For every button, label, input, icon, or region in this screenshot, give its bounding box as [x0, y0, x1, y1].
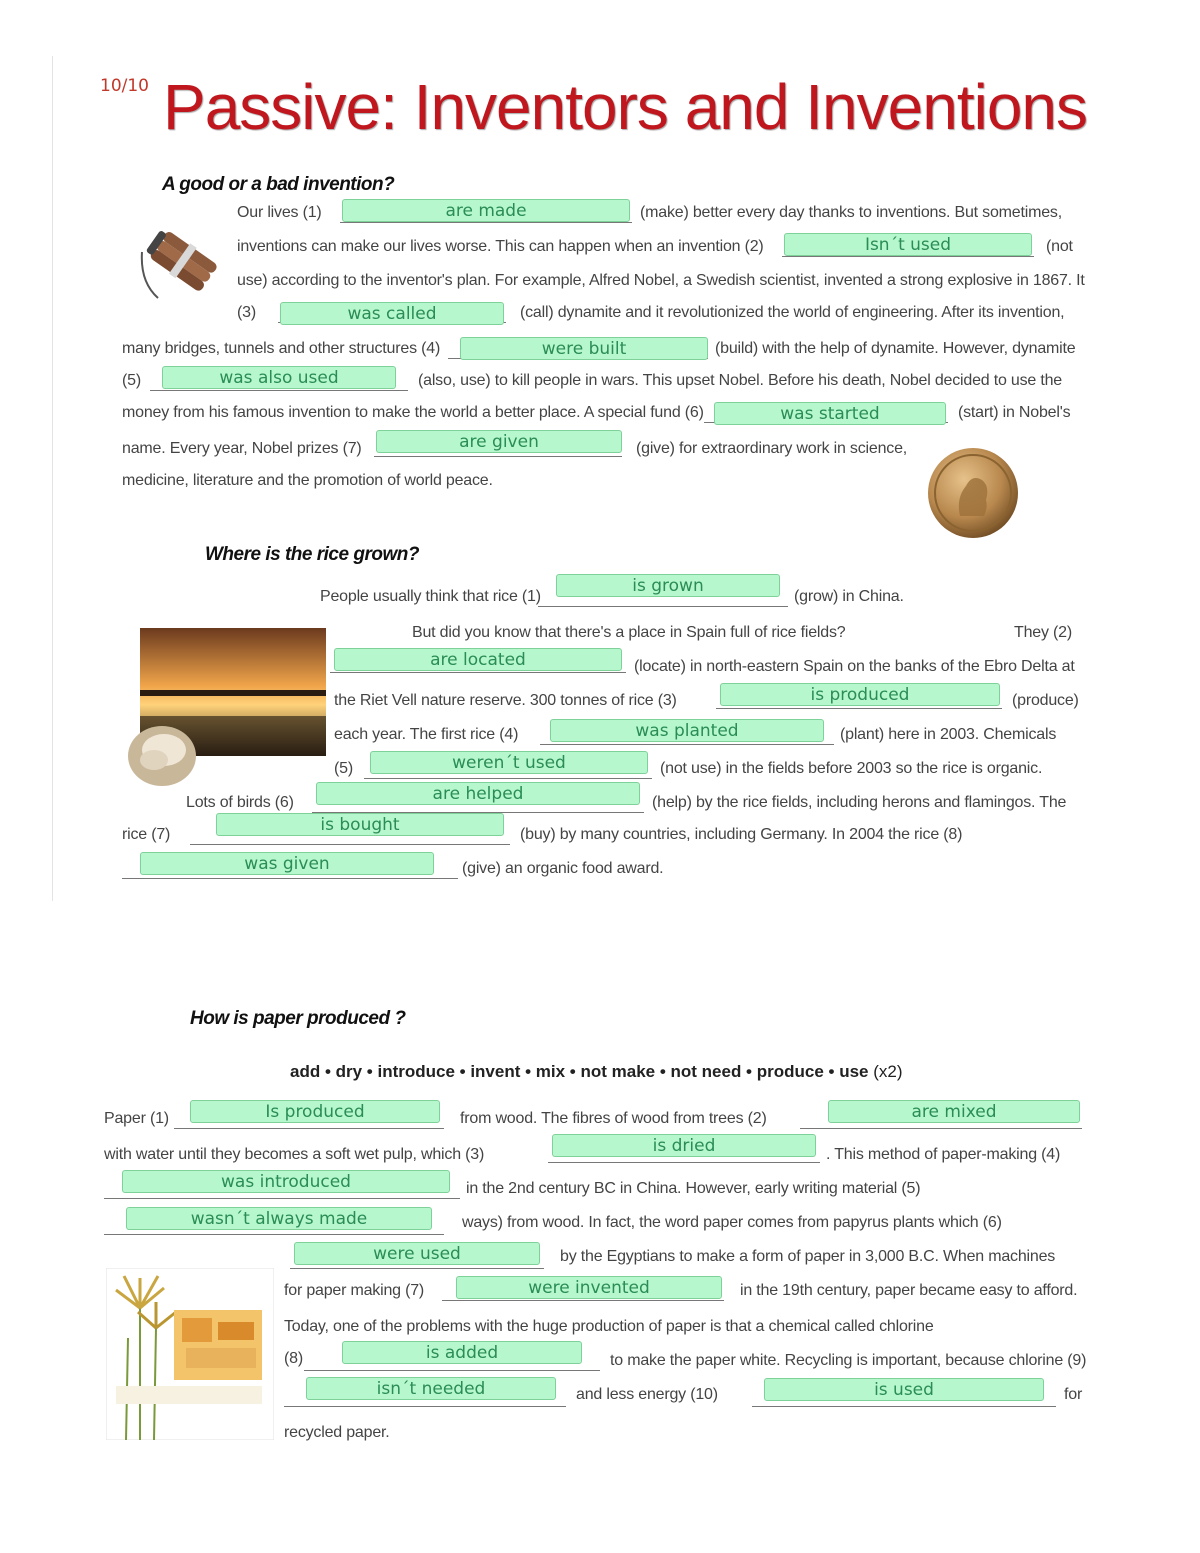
- s2-line-2b: They (2): [1014, 624, 1072, 641]
- word-bank-note: (x2): [873, 1062, 903, 1081]
- s1-line-1a: Our lives (1): [237, 204, 322, 221]
- s1-answer-1[interactable]: are made: [342, 199, 630, 222]
- s2-line-4a: the Riet Vell nature reserve. 300 tonnes of rice (3): [334, 692, 677, 709]
- s3-line-10: recycled paper.: [284, 1424, 390, 1441]
- s3-line-1b: from wood. The fibres of wood from trees (2): [460, 1110, 767, 1127]
- papyrus-plant-photo: [106, 1268, 274, 1440]
- s3-line-5: by the Egyptians to make a form of paper in 3,000 B.C. When machines: [560, 1248, 1056, 1265]
- s3-answer-7[interactable]: were invented: [456, 1276, 722, 1299]
- s3-line-2b: . This method of paper-making (4): [826, 1146, 1061, 1163]
- s3-line-2a: with water until they becomes a soft wet pulp, which (3): [104, 1146, 485, 1163]
- s2-line-5b: (plant) here in 2003. Chemicals: [840, 726, 1057, 743]
- s1-line-4a: (3): [237, 304, 256, 321]
- s1-line-1b: (make) better every day thanks to inventions. But sometimes,: [640, 204, 1062, 221]
- s3-answer-3[interactable]: is dried: [552, 1134, 816, 1157]
- nobel-medal-icon: [926, 446, 1020, 540]
- s2-line-2a: But did you know that there's a place in Spain full of rice fields?: [412, 624, 846, 641]
- s3-line-9a: and less energy (10): [576, 1386, 718, 1403]
- s3-answer-4[interactable]: was introduced: [122, 1170, 450, 1193]
- s2-line-8b: (buy) by many countries, including Germany. In 2004 the rice (8): [520, 826, 963, 843]
- s3-answer-1[interactable]: Is produced: [190, 1100, 440, 1123]
- s1-line-3: use) according to the inventor's plan. For example, Alfred Nobel, a Swedish scientist, invented a strong explosive in 1867. It: [237, 272, 1085, 289]
- s1-answer-7[interactable]: are given: [376, 430, 622, 453]
- section-heading-paper: How is paper produced ?: [190, 1008, 406, 1029]
- section-heading-invention: A good or a bad invention?: [162, 174, 395, 195]
- s1-answer-3[interactable]: was called: [280, 302, 504, 325]
- s3-answer-10[interactable]: is used: [764, 1378, 1044, 1401]
- s3-answer-2[interactable]: are mixed: [828, 1100, 1080, 1123]
- section-heading-rice: Where is the rice grown?: [205, 544, 419, 565]
- s2-answer-2[interactable]: are located: [334, 648, 622, 671]
- s1-line-8a: name. Every year, Nobel prizes (7): [122, 440, 362, 457]
- s1-line-9: medicine, literature and the promotion of world peace.: [122, 472, 493, 489]
- rice-grains-photo: [126, 720, 198, 786]
- s1-line-5a: many bridges, tunnels and other structures (4): [122, 340, 441, 357]
- s3-line-7: Today, one of the problems with the huge production of paper is that a chemical called chlorine: [284, 1318, 934, 1335]
- s2-line-5a: each year. The first rice (4): [334, 726, 519, 743]
- s3-line-8b: to make the paper white. Recycling is important, because chlorine (9): [610, 1352, 1087, 1369]
- s1-answer-5[interactable]: was also used: [162, 366, 396, 389]
- s2-answer-1[interactable]: is grown: [556, 574, 780, 597]
- word-bank: [290, 1062, 903, 1082]
- s2-line-8a: rice (7): [122, 826, 171, 843]
- s1-line-6b: (also, use) to kill people in wars. This upset Nobel. Before his death, Nobel decided to use the: [418, 372, 1062, 389]
- s3-answer-9[interactable]: isn´t needed: [306, 1377, 556, 1400]
- dynamite-icon: [138, 222, 226, 302]
- page-title: Passive: Inventors and Inventions: [163, 71, 1087, 143]
- s1-line-6a: (5): [122, 372, 141, 389]
- s2-answer-4[interactable]: was planted: [550, 719, 824, 742]
- word-bank-words: add • dry • introduce • invent • mix • not make • not need • produce • use: [290, 1062, 869, 1081]
- s2-line-4b: (produce): [1012, 692, 1079, 709]
- s2-line-6b: (not use) in the fields before 2003 so the rice is organic.: [660, 760, 1043, 777]
- s2-line-3: (locate) in north-eastern Spain on the banks of the Ebro Delta at: [634, 658, 1075, 675]
- s1-answer-6[interactable]: was started: [714, 402, 946, 425]
- s2-line-6a: (5): [334, 760, 353, 777]
- s2-line-7a: Lots of birds (6): [186, 794, 294, 811]
- s3-line-9b: for: [1064, 1386, 1083, 1403]
- s3-line-4: ways) from wood. In fact, the word paper comes from papyrus plants which (6): [462, 1214, 1002, 1231]
- s2-answer-6[interactable]: are helped: [316, 782, 640, 805]
- s1-line-4b: (call) dynamite and it revolutionized the world of engineering. After its invention,: [520, 304, 1065, 321]
- page-margin-rule: [52, 56, 53, 901]
- s1-line-7b: (start) in Nobel's: [958, 404, 1071, 421]
- s2-answer-3[interactable]: is produced: [720, 683, 1000, 706]
- s1-line-5b: (build) with the help of dynamite. However, dynamite: [715, 340, 1076, 357]
- s2-line-1b: (grow) in China.: [794, 588, 904, 605]
- s3-line-6b: in the 19th century, paper became easy to afford.: [740, 1282, 1078, 1299]
- s1-answer-2[interactable]: Isn´t used: [784, 233, 1032, 256]
- s2-answer-5[interactable]: weren´t used: [370, 751, 648, 774]
- s1-line-8b: (give) for extraordinary work in science,: [636, 440, 908, 457]
- s2-line-1a: People usually think that rice (1): [320, 588, 541, 605]
- s1-line-2a: inventions can make our lives worse. This can happen when an invention (2): [237, 238, 764, 255]
- s2-answer-8[interactable]: was given: [140, 852, 434, 875]
- s3-answer-8[interactable]: is added: [342, 1341, 582, 1364]
- s2-line-9: (give) an organic food award.: [462, 860, 664, 877]
- s3-line-3: in the 2nd century BC in China. However, early writing material (5): [466, 1180, 921, 1197]
- s1-line-7a: money from his famous invention to make the world a better place. A special fund (6): [122, 404, 704, 421]
- s3-answer-6[interactable]: were used: [294, 1242, 540, 1265]
- s1-line-2b: (not: [1046, 238, 1073, 255]
- s2-answer-7[interactable]: is bought: [216, 813, 504, 836]
- s3-line-8a: (8): [284, 1350, 303, 1367]
- score-badge: 10/10: [100, 76, 149, 96]
- s3-line-1a: Paper (1): [104, 1110, 169, 1127]
- s2-line-7b: (help) by the rice fields, including herons and flamingos. The: [652, 794, 1067, 811]
- s1-answer-4[interactable]: were built: [460, 337, 708, 360]
- s3-line-6a: for paper making (7): [284, 1282, 425, 1299]
- s3-answer-5[interactable]: wasn´t always made: [126, 1207, 432, 1230]
